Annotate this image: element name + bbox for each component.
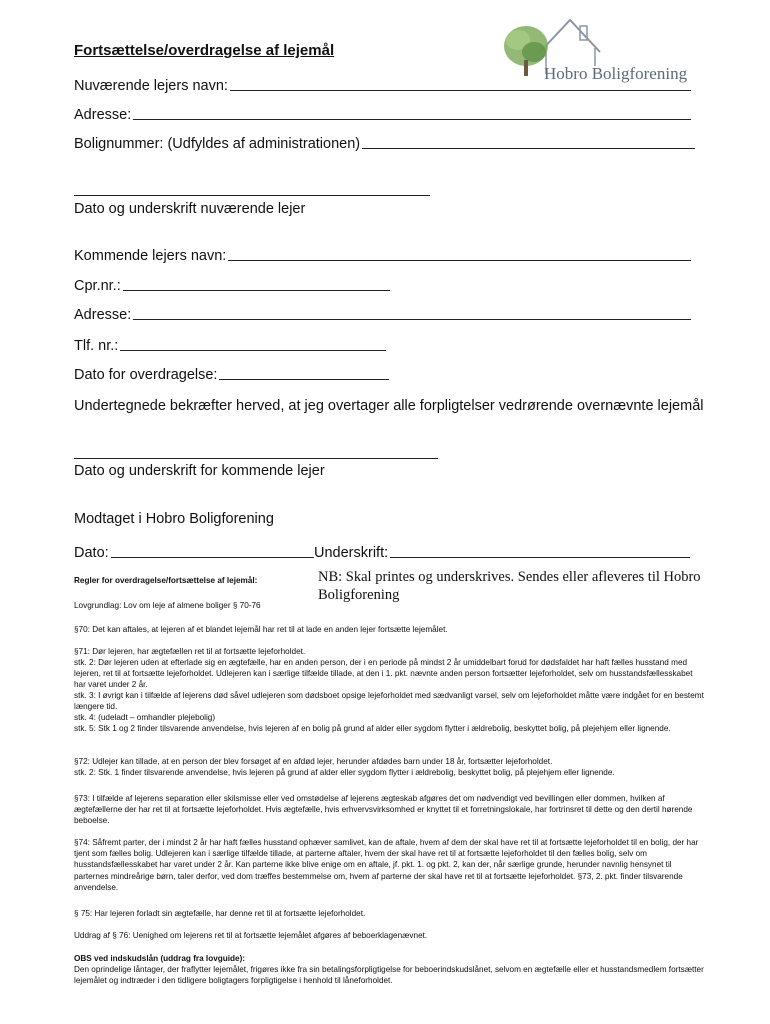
obs-text: Den oprindelige låntager, der fraflytter lejemålet, frigøres ikke fra sin betalingsforpligtigelse for beboerindskudslånet, selvom en ægtefælle eller et husstandsmedlem fortsætter lejemålet og indtræder i den tidligere boligtagers forpligtigelse i henhold til låneforholdet.	[74, 965, 704, 986]
confirmation-text: Undertegnede bekræfter herved, at jeg overtager alle forpligtelser vedrørende overnævnte lejemål	[74, 398, 704, 414]
rules-heading: Regler for overdragelse/fortsættelse af lejemål:	[74, 576, 258, 585]
date-label: Dato:	[74, 545, 109, 561]
phone-label: Tlf. nr.:	[74, 338, 119, 354]
new-tenant-signature-label: Dato og underskrift for kommende lejer	[74, 463, 325, 479]
section-71-stk4: stk. 4: (udeladt – omhandler plejebolig)	[74, 713, 216, 722]
section-76: Uddrag af § 76: Uenighed om lejerens ret til at fortsætte lejemålet afgøres af beboerklagenævnet.	[74, 931, 428, 940]
section-70: §70: Det kan aftales, at lejeren af et blandet lejemål har ret til at lade en anden lejer fortsætte lejemålet.	[74, 625, 448, 634]
address-field-2[interactable]	[74, 307, 691, 323]
new-tenant-name-field[interactable]	[74, 248, 691, 264]
legal-basis: Lovgrundlag: Lov om leje af almene boliger § 70-76	[74, 601, 261, 610]
section-74: §74: Såfremt parter, der i mindst 2 år har haft fælles husstand ophæver samlivet, kan de aftale, hvem af dem der skal have ret til at fortsætte lejeforholdet til en bolig, der har tjent som fælles bolig. Udlejeren kan i særlige tilfælde tillade, at parterne aftaler, hvem der skal have ret til at fortsætte lejeforholdet til den fælles bolig, selv om husstandsfællesskabet har varet under 2 år. Kan parterne ikke blive enige om en aftale, jf. pkt. 1. og pkt. 2, kan der, når særlige grunde, herunder navnlig hensynet til parternes mindreårige børn, taler derfor, ved dom træffes bestemmelse om, hvem af parterne der skal have ret til at fortsætte lejeforholdet. §73, 2. pkt. finder tilsvarende anvendelse.	[74, 838, 699, 892]
cpr-label: Cpr.nr.:	[74, 278, 121, 294]
section-71-stk3: stk. 3: I øvrigt kan i tilfælde af lejerens død såvel udlejeren som dødsboet opsige lejeforholdet med sædvanligt varsel, selv om lejeforholdet måtte være indgået for en bestemt længere tid.	[74, 691, 704, 712]
current-tenant-name-field[interactable]	[74, 78, 691, 94]
transfer-date-label: Dato for overdragelse:	[74, 367, 218, 383]
signature-field[interactable]	[314, 545, 690, 561]
phone-field[interactable]	[74, 338, 386, 354]
section-71-stk5: stk. 5: Stk 1 og 2 finder tilsvarende anvendelse, hvis lejeren af en bolig på grund af alder eller sygdom flytter i ældrebolig, beskyttet bolig, på plejehjem eller lignende.	[74, 724, 671, 733]
residence-number-label: Bolignummer: (Udfyldes af administrationen)	[74, 136, 361, 152]
logo	[500, 14, 700, 86]
address-field-1[interactable]	[74, 107, 691, 123]
section-75: § 75: Har lejeren forladt sin ægtefælle, har denne ret til at fortsætte lejeforholdet.	[74, 909, 366, 918]
logo-text: Hobro Boligforening	[544, 64, 688, 83]
current-tenant-signature-line[interactable]	[74, 195, 430, 196]
page-title: Fortsættelse/overdragelse af lejemål	[74, 42, 335, 59]
section-71-stk2: stk. 2: Dør lejeren uden at efterlade sig en ægtefælle, har en anden person, der i en periode på mindst 2 år umiddelbart forud for dødsfaldet har haft fælles husstand med lejeren, ret til at fortsætte lejeforholdet. Udlejeren kan i særlige tilfælde tillade, at den i 1. pkt. nævnte anden person fortsætter lejeforholdet, selv om husstandsfællesskabet har varet under 2 år.	[74, 658, 693, 690]
received-heading: Modtaget i Hobro Boligforening	[74, 511, 274, 527]
new-tenant-name-label: Kommende lejers navn:	[74, 248, 227, 264]
new-tenant-signature-line[interactable]	[74, 458, 438, 459]
nb-notice: NB: Skal printes og underskrives. Sendes eller afleveres til Hobro Boligforening	[318, 569, 701, 603]
address-label-1: Adresse:	[74, 107, 132, 123]
transfer-date-field[interactable]	[74, 367, 389, 383]
section-72: §72: Udlejer kan tillade, at en person der blev forsøget af en afdød lejer, herunder afdødes barn under 18 år, fortsætter lejeforholdet.	[74, 757, 553, 766]
obs-heading: OBS ved indskudslån (uddrag fra lovguide):	[74, 954, 246, 963]
cpr-field[interactable]	[74, 278, 390, 294]
current-tenant-signature-label: Dato og underskrift nuværende lejer	[74, 201, 306, 217]
date-field[interactable]	[74, 545, 314, 561]
signature-label: Underskrift:	[314, 545, 389, 561]
section-73: §73: I tilfælde af lejerens separation eller skilsmisse eller ved omstødelse af lejerens ægteskab afgøres det om nødvendigt ved bevillingen eller dommen, hvilken af ægtefællerne der har ret til at fortsætte lejeforholdet. Hvis ægtefælle, hvis erhvervsvirksomhed er knyttet til et forretningslokale, har fortrinsret til dette og den dertil hørende beboelse.	[74, 794, 693, 826]
section-71: §71: Dør lejeren, har ægtefællen ret til at fortsætte lejeforholdet.	[74, 647, 306, 656]
current-tenant-name-label: Nuværende lejers navn:	[74, 78, 228, 94]
section-72-stk2: stk. 2: Stk. 1 finder tilsvarende anvendelse, hvis lejeren på grund af alder eller sygdom flytter i ældrebolig, beskyttet bolig, på plejehjem eller lignende.	[74, 768, 615, 777]
residence-number-field[interactable]	[74, 136, 695, 152]
address-label-2: Adresse:	[74, 307, 132, 323]
